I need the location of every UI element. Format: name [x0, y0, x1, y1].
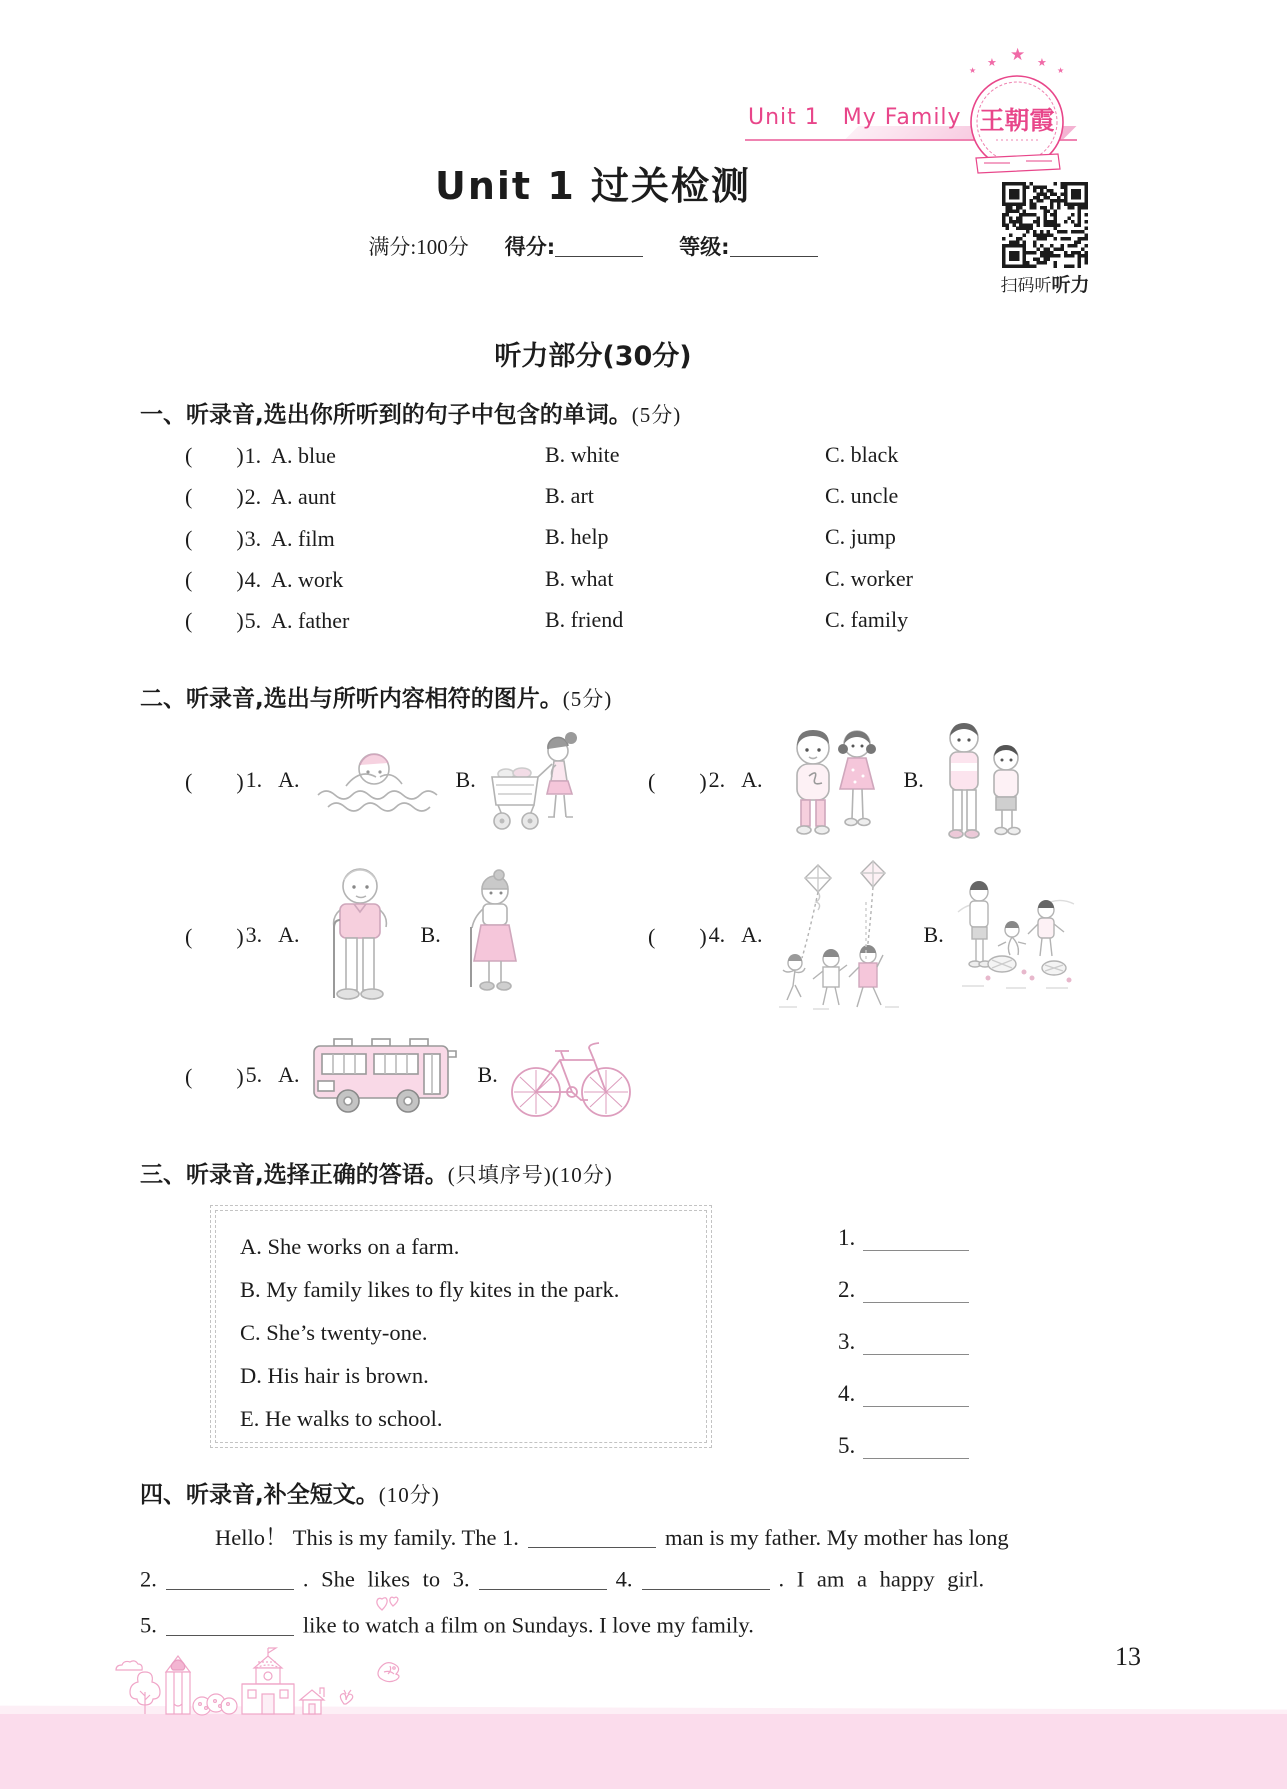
option-a: A. film: [271, 525, 335, 551]
answer-option: E. He walks to school.: [240, 1406, 443, 1431]
answer-line: [863, 1433, 969, 1459]
answer-bracket: ( ): [185, 1063, 244, 1089]
answer-bracket: ( ): [648, 768, 707, 794]
option-a: A. blue: [271, 443, 336, 469]
passage-text: . I am a happy girl.: [778, 1566, 985, 1592]
stamp-name: 王朝霞: [979, 106, 1055, 135]
answer-bracket: ( ): [185, 567, 244, 593]
option-a-label: A.: [741, 767, 763, 792]
house-icon: [300, 1688, 324, 1714]
item-number: 4.: [244, 567, 262, 593]
section3-heading: [140, 1156, 613, 1189]
answer-blank-row: [838, 1368, 969, 1420]
unit-header-label: Unit 1 My Family: [748, 105, 962, 130]
option-b: B. white: [545, 441, 620, 467]
item-number: 5.: [244, 608, 262, 634]
full-score-label: 满分:100分: [368, 235, 469, 259]
score-label: 得分:: [504, 235, 556, 259]
option-c: C. worker: [825, 565, 913, 591]
option-b: B. what: [545, 565, 614, 591]
passage-text: Hello！ This is my family. The 1.: [215, 1525, 519, 1550]
grade-blank: [730, 235, 818, 257]
item-number: 3.: [245, 922, 263, 947]
answer-blank-row: [838, 1420, 969, 1472]
answer-bracket: ( ): [648, 923, 707, 949]
passage-text: . She likes to 3.: [302, 1566, 470, 1592]
section2-points: (5分): [562, 687, 613, 711]
score-field: [505, 231, 643, 261]
option-b: B. help: [545, 524, 609, 550]
svg-text:★: ★: [1010, 45, 1026, 65]
word-choice-row: [185, 434, 1115, 475]
picture-choice-item: [185, 856, 533, 1014]
answer-line: [863, 1277, 969, 1303]
fill-blank-5: [166, 1612, 294, 1636]
fill-blank-1: [528, 1525, 656, 1549]
svg-text:★: ★: [969, 66, 977, 75]
option-a-label: A.: [278, 1062, 300, 1087]
answer-line: [863, 1381, 969, 1407]
item-number: 1.: [245, 767, 263, 792]
word-choice-row: [185, 558, 1115, 599]
svg-text:★: ★: [987, 56, 997, 69]
children-flying-kites-icon: [773, 859, 908, 1011]
section3-heading-text: 三、听录音,选择正确的答语。: [140, 1162, 448, 1188]
svg-text:★: ★: [1037, 56, 1047, 69]
item-number: 3.: [244, 525, 262, 551]
passage-text: 5.: [140, 1612, 157, 1638]
people-picking-fruit-icon: [954, 876, 1079, 994]
option-b-label: B.: [903, 767, 924, 792]
passage-line-3: [140, 1612, 754, 1639]
girl-pushing-cart-icon: [486, 721, 578, 839]
option-c: C. family: [825, 606, 909, 632]
picture-choice-item: [185, 1016, 632, 1134]
section1-points: (5分): [631, 403, 682, 427]
item-number: 2.: [244, 484, 262, 510]
section4-heading-text: 四、听录音,补全短文。: [140, 1482, 379, 1508]
bird-icon: [378, 1663, 399, 1682]
footer-doodles: [108, 1642, 408, 1718]
answer-line: [863, 1329, 969, 1355]
grandfather-with-cane-icon: [310, 860, 405, 1010]
butterfly-icon: [340, 1690, 352, 1704]
pink-bus-icon: [310, 1031, 462, 1119]
section3-points: (10分): [551, 1163, 613, 1187]
option-b-label: B.: [420, 922, 441, 947]
option-c: C. jump: [825, 524, 896, 550]
qr-caption: [980, 270, 1110, 297]
answer-options-box: [215, 1210, 707, 1443]
answer-line: [863, 1225, 969, 1251]
answer-bracket: ( ): [185, 443, 244, 469]
blank-number: 4.: [838, 1381, 856, 1406]
numbered-answer-blanks: [838, 1212, 969, 1472]
answer-blank-row: [838, 1264, 969, 1316]
passage-text: like to watch a film on Sundays. I love my family.: [302, 1612, 754, 1638]
grade-field: [679, 231, 817, 261]
score-row: [143, 231, 1043, 261]
boy-and-girl-icon: [773, 716, 888, 844]
item-number: 4.: [708, 922, 726, 947]
item-number: 2.: [708, 767, 726, 792]
section3-note: (只填序号): [447, 1163, 552, 1187]
option-a-label: A.: [741, 922, 763, 947]
option-b-label: B.: [923, 922, 944, 947]
blank-number: 3.: [838, 1329, 856, 1354]
qr-caption-bold: 听力: [1051, 274, 1090, 296]
option-a-label: A.: [278, 922, 300, 947]
option-b-label: B.: [477, 1062, 498, 1087]
answer-bracket: ( ): [185, 484, 244, 510]
option-a: A. father: [271, 608, 350, 634]
score-blank: [555, 235, 643, 257]
swimming-child-icon: [310, 741, 440, 819]
answer-option: D. His hair is brown.: [240, 1363, 429, 1388]
answer-bracket: ( ): [185, 608, 244, 634]
svg-text:★: ★: [1057, 66, 1065, 75]
word-choice-row: [185, 517, 1115, 558]
item-number: 5.: [245, 1062, 263, 1087]
fill-blank-3: [479, 1566, 607, 1590]
blank-number: 2.: [838, 1277, 856, 1302]
fill-blank-2: [166, 1566, 294, 1590]
listening-part-header: 听力部分(30分): [494, 341, 692, 372]
two-boys-icon: [934, 714, 1034, 846]
answer-option: C. She’s twenty-one.: [240, 1320, 428, 1345]
answer-blank-row: [838, 1316, 969, 1368]
grandmother-with-cane-icon: [451, 869, 533, 1001]
picture-choice-item: [648, 856, 1079, 1014]
picture-choice-item: [648, 710, 1034, 850]
option-c: C. black: [825, 441, 899, 467]
answer-bracket: ( ): [185, 923, 244, 949]
picture-choice-item: [185, 710, 578, 850]
blank-number: 5.: [838, 1433, 856, 1458]
castle-icon: [242, 1648, 294, 1714]
word-choice-row: [185, 599, 1115, 640]
section1-heading: [140, 396, 681, 429]
option-a: A. aunt: [271, 484, 336, 510]
fill-blank-4: [642, 1566, 770, 1590]
page-number: 13: [1115, 1642, 1141, 1671]
footer-band: [0, 1714, 1287, 1789]
word-choice-row: [185, 475, 1115, 516]
passage-text: man is my father. My mother has long: [664, 1525, 1009, 1550]
section2-heading: [140, 680, 612, 713]
option-b: B. art: [545, 482, 594, 508]
answer-bracket: ( ): [185, 525, 244, 551]
answer-option: A. She works on a farm.: [240, 1234, 460, 1259]
pencil-icon: [166, 1656, 190, 1714]
answer-option: B. My family likes to fly kites in the park.: [240, 1277, 620, 1302]
passage-text: 2.: [140, 1566, 157, 1592]
section1-items: [185, 434, 1115, 640]
tree-icon: [130, 1672, 160, 1714]
section4-heading: [140, 1476, 440, 1509]
grade-label: 等级:: [679, 235, 730, 259]
qr-caption-prefix: 扫码听: [1000, 276, 1052, 296]
answer-blank-row: [838, 1212, 969, 1264]
blank-number: 1.: [838, 1225, 856, 1250]
cloud-icon: [116, 1661, 142, 1670]
bushes-icon: [193, 1694, 237, 1715]
option-a-label: A.: [278, 767, 300, 792]
bicycle-icon: [508, 1026, 632, 1124]
option-b: B. friend: [545, 606, 624, 632]
option-b-label: B.: [455, 767, 476, 792]
option-a: A. work: [271, 567, 344, 593]
section1-heading-text: 一、听录音,选出你所听到的句子中包含的单词。: [140, 402, 632, 428]
hearts-doodle-icon: [374, 1592, 402, 1614]
passage-text: 4.: [615, 1566, 633, 1592]
passage-line-1: [215, 1520, 1009, 1552]
page-title: Unit 1 过关检测: [435, 164, 751, 208]
section4-points: (10分): [378, 1483, 440, 1507]
passage-line-2: [140, 1566, 984, 1593]
option-c: C. uncle: [825, 482, 899, 508]
answer-bracket: ( ): [185, 768, 244, 794]
section2-heading-text: 二、听录音,选出与所听内容相符的图片。: [140, 686, 563, 712]
item-number: 1.: [244, 443, 262, 469]
